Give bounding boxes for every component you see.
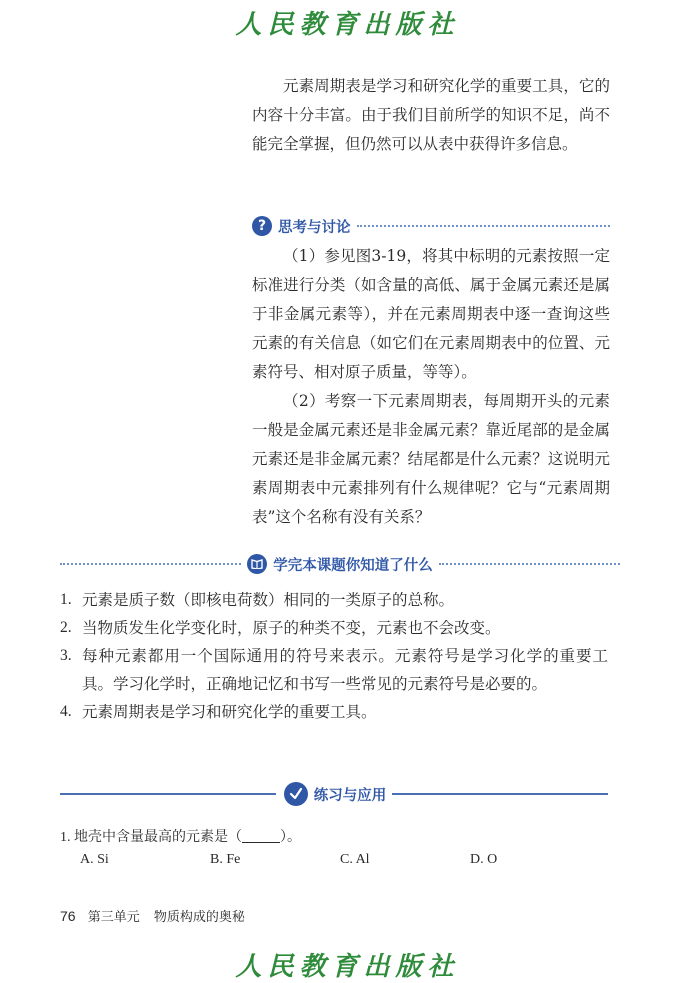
learned-summary-title: 学完本课题你知道了什么 [273,557,433,574]
list-item [60,642,608,698]
right-solid-divider [392,793,608,795]
exercise-header [60,780,608,808]
discussion-question-1: （1）参见图3-19，将其中标明的元素按照一定标准进行分类（如含量的高低、属于金属元素还是属于非金属元素等），并在元素周期表中逐一查询这些元素的有关信息（如它们在元素周期表中的位置、元素符号、相对原子质量，等等）。 [252,247,610,381]
list-item [60,614,608,642]
question-icon: ? [252,216,272,236]
question-number: 1. [60,830,71,845]
book-icon [247,554,267,574]
pen-check-icon [284,782,308,806]
answer-options [80,852,600,868]
exercise-question-1: 1. 地壳中含量最高的元素是（ ）。 [60,829,301,845]
option-c[interactable]: C. Al [340,852,370,867]
page-number: 76 [60,908,76,924]
intro-paragraph: 元素周期表是学习和研究化学的重要工具，它的内容十分丰富。由于我们目前所学的知识不足，尚不能完全掌握，但仍然可以从表中获得许多信息。 [252,77,610,153]
page-footer [60,906,245,925]
left-dotted-divider [60,563,241,565]
learned-summary-header [60,552,620,576]
option-a[interactable]: A. Si [80,852,109,867]
list-item-number: 2. [60,619,72,636]
list-item-text: 元素是质子数（即核电荷数）相同的一类原子的总称。 [82,591,455,609]
left-solid-divider [60,793,276,795]
learned-summary-list [60,586,608,726]
think-discuss-header [252,214,610,238]
unit-label: 第三单元 [87,910,140,925]
list-item [60,586,608,614]
option-d[interactable]: D. O [470,852,498,867]
list-item [60,698,608,726]
question-stem-end: 。 [287,830,301,845]
exercise-title: 练习与应用 [313,787,387,804]
think-discuss-title: 思考与讨论 [278,219,351,236]
option-b[interactable]: B. Fe [210,852,241,867]
publisher-watermark-bottom: 人民教育出版社 [235,952,460,982]
unit-title: 物质构成的奥秘 [153,910,245,925]
discussion-question-2: （2）考察一下元素周期表，每周期开头的元素一般是金属元素还是非金属元素？靠近尾部的是金属元素还是非金属元素？结尾都是什么元素？这说明元素周期表中元素排列有什么规律呢？它与“元素周期表”这个名称有没有关系？ [252,392,610,526]
question-stem: 地壳中含量最高的元素是 [74,829,228,845]
list-item-number: 1. [60,591,72,608]
list-item-text: 当物质发生化学变化时，原子的种类不变，元素也不会改变。 [82,619,501,637]
publisher-watermark-top: 人民教育出版社 [235,10,460,40]
header-dotted-divider [357,225,611,227]
list-item-text: 元素周期表是学习和研究化学的重要工具。 [82,703,377,721]
list-item-number: 3. [60,647,72,664]
think-discuss-body [252,242,610,532]
list-item-text: 每种元素都用一个国际通用的符号来表示。元素符号是学习化学的重要工具。学习化学时，正确地记忆和书写一些常见的元素符号是必要的。 [82,647,608,693]
list-item-number: 4. [60,703,72,720]
right-dotted-divider [439,563,620,565]
answer-blank[interactable] [242,828,280,843]
